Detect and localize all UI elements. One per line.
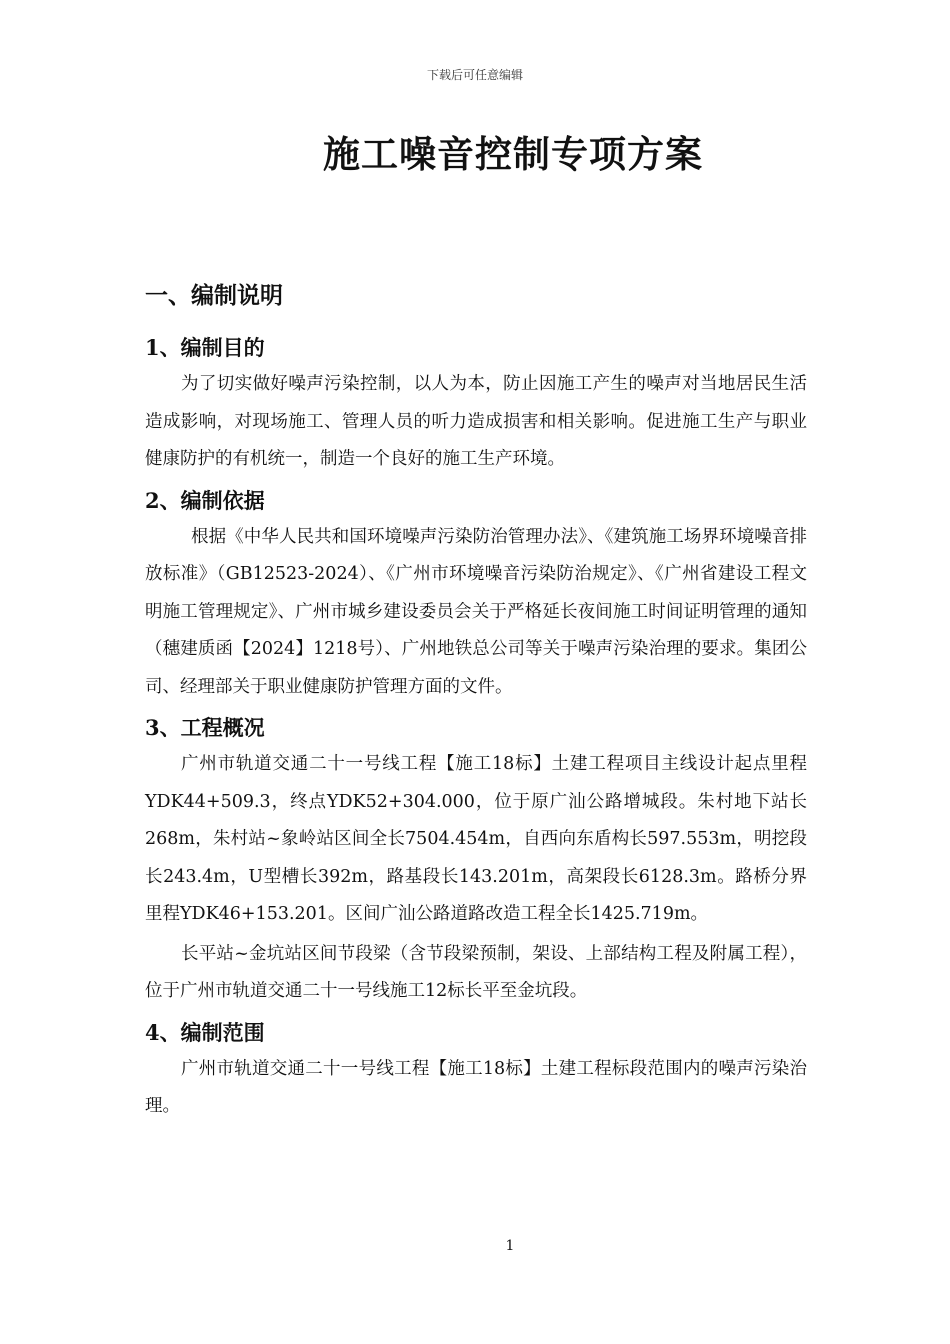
page-header: 下载后可任意编辑 [426,68,523,82]
document-body [145,278,807,1128]
subsection-heading-project-overview: 3、工程概况 [145,715,265,740]
paragraph-project-overview-2: 长平站~金坑站区间节段梁（含节段梁预制，架设、上部结构工程及附属工程），位于广州市轨道交通二十一号线施工12标长平至金坑段。 [145,943,807,1001]
paragraph-scope: 广州市轨道交通二十一号线工程【施工18标】土建工程标段范围内的噪声污染治理。 [145,1058,807,1116]
page-number: 1 [505,1238,515,1254]
section-heading-compilation-notes: 一、编制说明 [145,282,283,309]
paragraph-project-overview-1: 广州市轨道交通二十一号线工程【施工18标】土建工程项目主线设计起点里程YDK44+509.3，终点YDK52+304.000，位于原广汕公路增城段。朱村地下站长268m，朱村站~象岭站区间全长7504.454m，自西向东盾构长597.553m，明挖段长243.4m，U型槽长392m，路基段长143.201m，高架段长6128.3m。路桥分界里程YDK46+153.201。区间广汕公路道路改造工程全长1425.719m。 [145,754,807,924]
subsection-heading-purpose: 1、编制目的 [145,335,265,360]
document-title: 施工噪音控制专项方案 [323,132,703,176]
paragraph-basis: 根据《中华人民共和国环境噪声污染防治管理办法》、《建筑施工场界环境噪音排放标准》（GB12523-2024）、《广州市环境噪音污染防治规定》、《广州省建设工程文明施工管理规定》、广州市城乡建设委员会关于严格延长夜间施工时间证明管理的通知（穗建质函【2024】1218号）、广州地铁总公司等关于噪声污染治理的要求。集团公司、经理部关于职业健康防护管理方面的文件。 [145,526,807,697]
paragraph-purpose: 为了切实做好噪声污染控制，以人为本，防止因施工产生的噪声对当地居民生活造成影响，对现场施工、管理人员的听力造成损害和相关影响。促进施工生产与职业健康防护的有机统一，制造一个良好的施工生产环境。 [145,374,807,469]
subsection-heading-scope: 4、编制范围 [145,1019,265,1045]
subsection-heading-basis: 2、编制依据 [145,487,265,513]
